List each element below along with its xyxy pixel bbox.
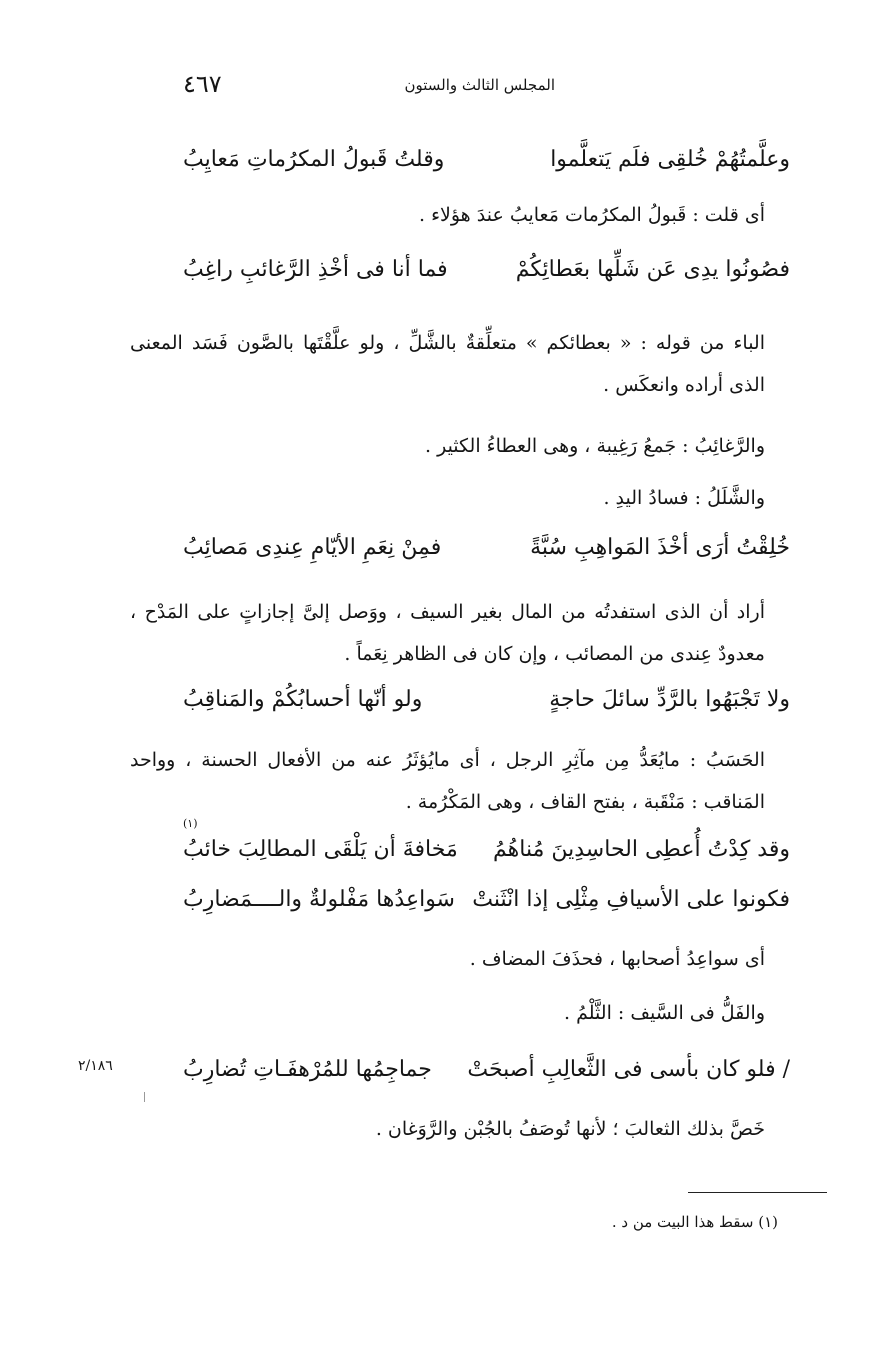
verse-second-hemistich: وقلتُ قَبولُ المكرُماتِ مَعايِبُ	[183, 147, 445, 172]
commentary-paragraph: أراد أن الذى استفدتُه من المال بغير السيف ، ووَصل إلىَّ إجازاتٍ على المَدْح ، معدودٌ عِندى من المصائب ، وإن كان فى الظاهر نِعَماً .	[130, 601, 765, 665]
commentary-line: والشَّلَلُ : فسادُ اليدِ .	[603, 487, 765, 509]
commentary-line: أى قلت : قَبولُ المكرُمات مَعايبُ عندَ هؤلاء .	[419, 204, 765, 226]
commentary-line: والفَلُّ فى السَّيف : الثَّلْمُ .	[564, 1002, 765, 1024]
verse-first-hemistich: وقد كِدْتُ أُعطِى الحاسِدِينَ مُناهُمُ	[493, 837, 790, 862]
page-number: ٤٦٧	[183, 70, 222, 98]
verse-first-hemistich: فصُونُوا يدِى عَن شَلِّها بعَطائِكُمْ	[515, 257, 790, 282]
verse-line	[183, 250, 790, 290]
verse-first-hemistich: فكونوا على الأسيافِ مِثْلِى إذا انْثَنتْ	[472, 887, 790, 912]
verse-line	[183, 680, 790, 720]
footnote-separator	[688, 1192, 827, 1193]
commentary-line: خَصَّ بذلك الثعالبَ ؛ لأنها تُوصَفُ بالجُبْن والرَّوَغان .	[375, 1118, 765, 1140]
running-title: المجلس الثالث والستون	[404, 76, 555, 94]
verse-second-hemistich: جماجِمُها للمُرْهفَـاتِ تُضارِبُ	[183, 1057, 432, 1082]
footnote: (١) سقط هذا البيت من د .	[611, 1213, 778, 1231]
margin-tick	[144, 1092, 145, 1102]
verse-line	[183, 528, 790, 568]
verse-line	[183, 830, 790, 870]
margin-page-reference: ٢/١٨٦	[78, 1058, 113, 1074]
verse-first-hemistich: / فلو كان بأسى فى الثَّعالِبِ أصبحَتْ	[467, 1057, 790, 1082]
verse-second-hemistich: فمِنْ نِعَمِ الأيّامِ عِندِى مَصائِبُ	[183, 535, 442, 560]
commentary-line: أى سواعِدُ أصحابها ، فحذَفَ المضاف .	[469, 948, 765, 970]
verse-second-hemistich: مَخافةَ أن يَلْقَى المطالِبَ خائبُ	[183, 837, 458, 862]
verse-first-hemistich: وعلَّمتُهُمْ خُلقِى فلَم يَتعلَّموا	[550, 147, 790, 172]
verse-line	[183, 1050, 790, 1090]
verse-second-hemistich: سَواعِدُها مَفْلولةٌ والــــمَضارِبُ	[183, 887, 455, 912]
commentary-line: والرَّغائِبُ : جَمعُ رَغِيبة ، وهى العطاءُ الكثير .	[425, 435, 765, 457]
verse-line	[183, 880, 790, 920]
verse-first-hemistich: ولا تَجْبَهُوا بالرَّدِّ سائلَ حاجةٍ	[549, 687, 790, 712]
commentary-paragraph: الباء من قوله : « بعطائكم » متعلِّقةٌ بالشَّلِّ ، ولو علَّقْتَها بالصَّون فَسَد المعنى الذى أراده وانعكَس .	[130, 332, 765, 396]
verse-first-hemistich: خُلِقْتُ أرَى أخْذَ المَواهِبِ سُبَّةً	[530, 535, 790, 560]
verse-line	[183, 140, 790, 180]
commentary-paragraph: الحَسَبُ : مايُعَدُّ مِن مآثِرِ الرجل ، أى مايُؤثَرُ عنه من الأفعال الحسنة ، وواحد المَناقب : مَنْقَبة ، بفتح القاف ، وهى المَكْرُمة .	[130, 749, 765, 813]
verse-second-hemistich: ولو أنّها أحسابُكُمْ والمَناقِبُ	[183, 687, 423, 712]
verse-second-hemistich: فما أنا فى أخْذِ الرَّغائبِ راغِبُ	[183, 257, 448, 282]
footnote-marker: (١)	[183, 817, 198, 830]
